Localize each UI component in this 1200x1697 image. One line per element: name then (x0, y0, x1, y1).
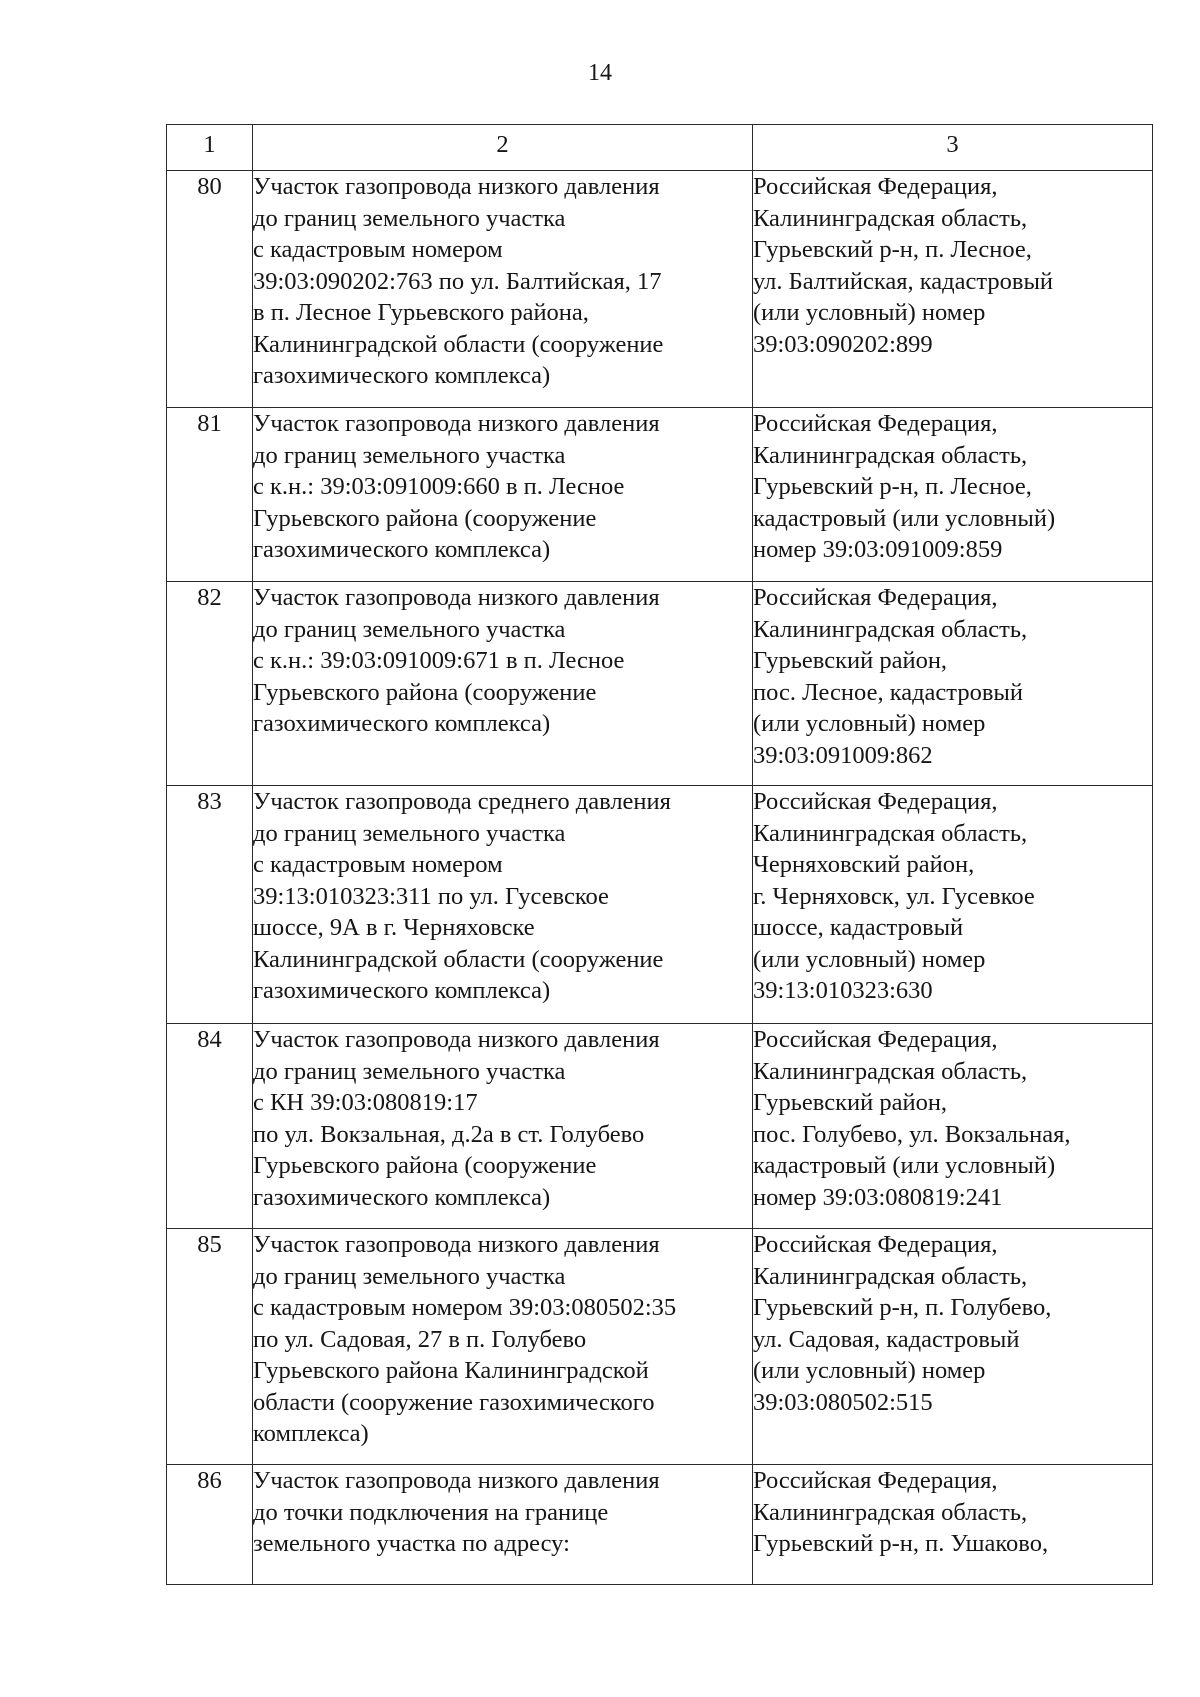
address-line: Калининградская область, (753, 819, 1028, 847)
address-line: 39:13:010323:630 (753, 977, 933, 1004)
object-name-line: Участок газопровода низкого давления (253, 584, 660, 611)
address-line: Калининградская область, (753, 204, 1028, 232)
address-line: Гурьевский район, (753, 1089, 948, 1116)
address-line: (или условный) номер (753, 710, 986, 737)
address-line: Калининградская область, (753, 615, 1028, 643)
table-row (167, 1024, 1153, 1229)
object-name-cell (253, 582, 753, 786)
object-name-cell (253, 1465, 753, 1585)
object-name-line: газохимического комплекса) (253, 1183, 551, 1211)
page-number: 14 (588, 60, 612, 86)
object-name-line: с к.н.: 39:03:091009:671 в п. Лесное (253, 647, 625, 674)
address-line: Российская Федерация, (753, 1467, 998, 1494)
object-name-line: Калининградской области (сооружение (253, 330, 664, 358)
address-cell (753, 171, 1153, 408)
address-line: Гурьевский р-н, п. Лесное, (753, 236, 1032, 263)
object-name-line: Участок газопровода низкого давления (253, 1467, 660, 1494)
object-name-line: с кадастровым номером 39:03:080502:35 (253, 1294, 677, 1321)
object-name-line: по ул. Вокзальная, д.2а в ст. Голубево (253, 1120, 645, 1148)
object-name-cell (253, 1229, 753, 1465)
address-line: Черняховский район, (753, 851, 975, 878)
object-name-cell (253, 786, 753, 1024)
object-name-line: 39:13:010323:311 по ул. Гусевское (253, 882, 609, 910)
object-name-line: газохимического комплекса) (253, 536, 551, 563)
column-header-3: 3 (753, 125, 1153, 171)
address-line: ул. Садовая, кадастровый (753, 1325, 1020, 1353)
address-line: Калининградская область, (753, 1498, 1028, 1526)
address-cell (753, 582, 1153, 786)
object-name-line: до границ земельного участка (253, 1057, 566, 1085)
address-line: 39:03:091009:862 (753, 741, 933, 769)
table-row (167, 786, 1153, 1024)
object-name-line: Участок газопровода низкого давления (253, 173, 660, 200)
address-line: Калининградская область, (753, 441, 1028, 469)
row-number: 81 (167, 408, 253, 582)
object-name-line: Калининградской области (сооружение (253, 945, 664, 973)
column-header-2: 2 (253, 125, 753, 171)
address-cell (753, 786, 1153, 1024)
object-name-line: с кадастровым номером (253, 236, 503, 263)
object-name-line: до границ земельного участка (253, 441, 566, 469)
address-line: (или условный) номер (753, 299, 986, 326)
address-line: Российская Федерация, (753, 1231, 998, 1258)
object-name-line: Участок газопровода низкого давления (253, 410, 660, 437)
address-line: кадастровый (или условный) (753, 504, 1056, 532)
address-line: шоссе, кадастровый (753, 914, 964, 941)
table-row (167, 171, 1153, 408)
column-header-1: 1 (167, 125, 253, 171)
address-line: кадастровый (или условный) (753, 1152, 1056, 1179)
object-name-cell (253, 408, 753, 582)
table-row (167, 582, 1153, 786)
object-name-line: до границ земельного участка (253, 1262, 566, 1290)
object-name-line: до границ земельного участка (253, 204, 566, 232)
object-name-line: Гурьевского района (сооружение (253, 1152, 597, 1179)
address-line: пос. Голубево, ул. Вокзальная, (753, 1120, 1071, 1148)
address-line: (или условный) номер (753, 945, 986, 973)
object-name-cell (253, 1024, 753, 1229)
address-line: ул. Балтийская, кадастровый (753, 267, 1054, 295)
address-cell (753, 1229, 1153, 1465)
row-number: 80 (167, 171, 253, 408)
object-name-line: Гурьевского района (сооружение (253, 678, 597, 706)
address-line: (или условный) номер (753, 1357, 986, 1384)
row-number: 85 (167, 1229, 253, 1465)
address-line: г. Черняховск, ул. Гусевкое (753, 882, 1035, 910)
object-name-line: Гурьевского района Калининградской (253, 1357, 649, 1384)
object-name-line: газохимического комплекса) (253, 362, 551, 389)
object-name-line: области (сооружение газохимического (253, 1388, 655, 1416)
table-header-row (167, 125, 1153, 171)
object-name-line: в п. Лесное Гурьевского района, (253, 299, 589, 326)
object-name-line: комплекса) (253, 1420, 369, 1447)
address-line: Гурьевский р-н, п. Ушаково, (753, 1530, 1049, 1557)
address-line: Российская Федерация, (753, 173, 998, 200)
object-name-line: Участок газопровода низкого давления (253, 1231, 660, 1258)
address-cell (753, 1465, 1153, 1585)
address-line: Гурьевский район, (753, 647, 948, 674)
address-line: Калининградская область, (753, 1262, 1028, 1290)
address-line: Гурьевский р-н, п. Лесное, (753, 473, 1032, 500)
object-name-line: Гурьевского района (сооружение (253, 504, 597, 532)
address-line: Российская Федерация, (753, 410, 998, 437)
address-line: номер 39:03:091009:859 (753, 536, 1003, 563)
address-line: Российская Федерация, (753, 788, 998, 815)
address-line: 39:03:080502:515 (753, 1388, 933, 1416)
address-line: пос. Лесное, кадастровый (753, 678, 1023, 706)
object-name-line: до границ земельного участка (253, 819, 566, 847)
object-name-line: с к.н.: 39:03:091009:660 в п. Лесное (253, 473, 625, 500)
address-line: Российская Федерация, (753, 1026, 998, 1053)
address-line: Гурьевский р-н, п. Голубево, (753, 1294, 1052, 1321)
object-name-line: шоссе, 9А в г. Черняховске (253, 914, 535, 941)
object-name-line: 39:03:090202:763 по ул. Балтийская, 17 (253, 267, 662, 295)
address-line: номер 39:03:080819:241 (753, 1183, 1003, 1211)
table-row (167, 408, 1153, 582)
table-row (167, 1229, 1153, 1465)
address-cell (753, 408, 1153, 582)
object-name-line: газохимического комплекса) (253, 977, 551, 1004)
object-name-line: до точки подключения на границе (253, 1498, 609, 1526)
object-name-line: Участок газопровода низкого давления (253, 1026, 660, 1053)
object-name-line: газохимического комплекса) (253, 710, 551, 737)
object-name-line: Участок газопровода среднего давления (253, 788, 671, 815)
row-number: 82 (167, 582, 253, 786)
address-cell (753, 1024, 1153, 1229)
object-name-line: с КН 39:03:080819:17 (253, 1089, 478, 1116)
row-number: 86 (167, 1465, 253, 1585)
object-name-line: до границ земельного участка (253, 615, 566, 643)
row-number: 84 (167, 1024, 253, 1229)
object-name-cell (253, 171, 753, 408)
object-name-line: с кадастровым номером (253, 851, 503, 878)
object-name-line: по ул. Садовая, 27 в п. Голубево (253, 1325, 587, 1353)
row-number: 83 (167, 786, 253, 1024)
address-line: 39:03:090202:899 (753, 330, 933, 358)
registry-table (166, 124, 1153, 1585)
table-row (167, 1465, 1153, 1585)
address-line: Калининградская область, (753, 1057, 1028, 1085)
address-line: Российская Федерация, (753, 584, 998, 611)
object-name-line: земельного участка по адресу: (253, 1530, 570, 1557)
